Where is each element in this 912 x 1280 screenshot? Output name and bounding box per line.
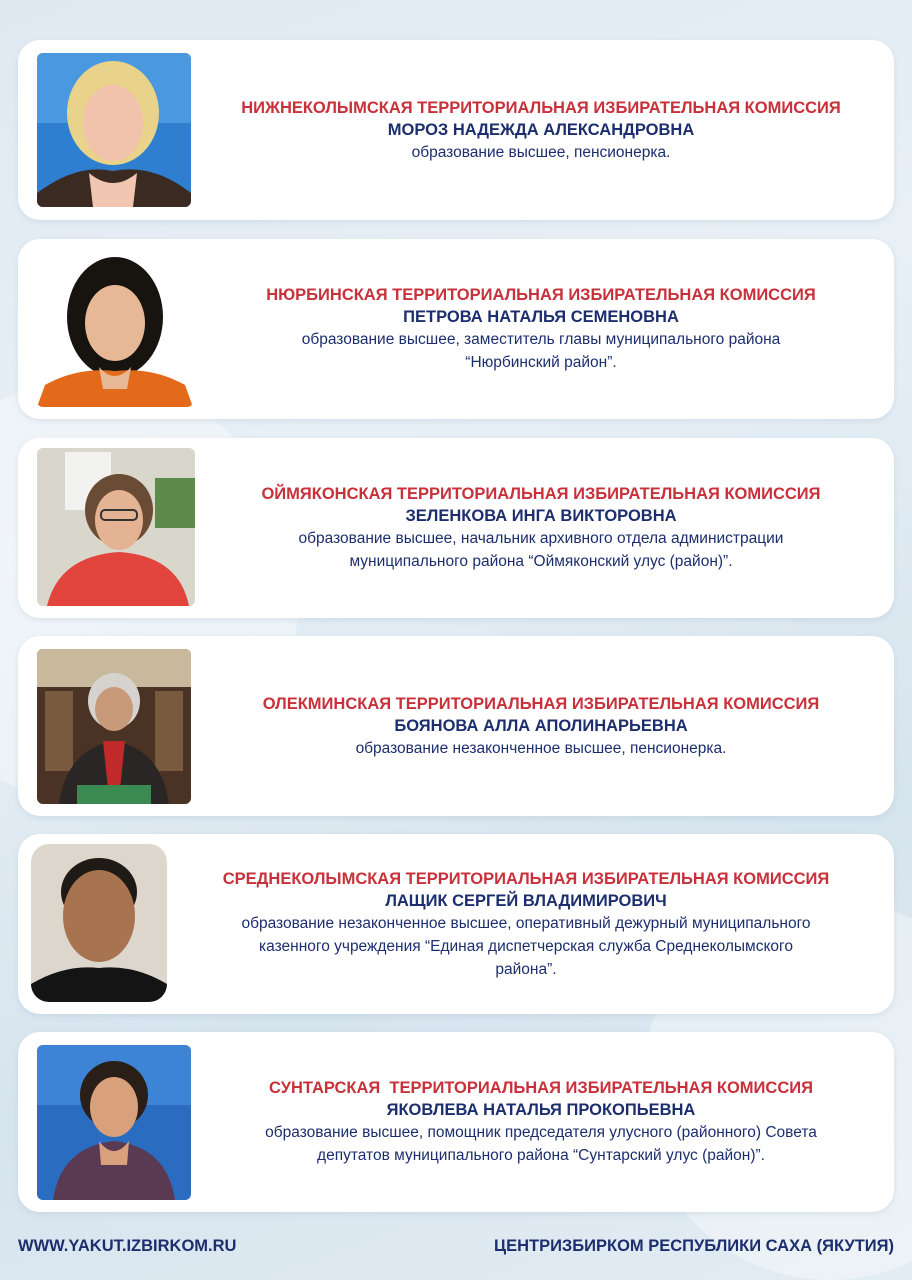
commission-title: СУНТАРСКАЯ ТЕРРИТОРИАЛЬНАЯ ИЗБИРАТЕЛЬНАЯ КОМИССИЯ [269, 1079, 813, 1097]
member-card [18, 239, 894, 419]
member-info: образование незаконченное высшее, пенсионерка. [355, 739, 727, 757]
commission-title: СРЕДНЕКОЛЫМСКАЯ ТЕРРИТОРИАЛЬНАЯ ИЗБИРАТЕЛЬНАЯ КОМИССИЯ [222, 869, 830, 888]
member-photo [37, 448, 195, 606]
commission-title: ОЙМЯКОНСКАЯ ТЕРРИТОРИАЛЬНАЯ ИЗБИРАТЕЛЬНАЯ КОМИССИЯ [261, 485, 821, 503]
member-photo [37, 649, 191, 804]
member-card [18, 636, 894, 816]
footer-organization: ЦЕНТРИЗБИРКОМ РЕСПУБЛИКИ САХА (ЯКУТИЯ) [494, 1237, 894, 1255]
member-info: образование высшее, начальник архивного отдела администрации муниципального района “Оймяконский улус (район)”. [298, 530, 784, 570]
member-photo [37, 53, 191, 207]
member-name: ЛАЩИК СЕРГЕЙ ВЛАДИМИРОВИЧ [385, 891, 667, 910]
member-card [18, 1032, 894, 1212]
footer-website: WWW.YAKUT.IZBIRKOM.RU [18, 1237, 237, 1255]
member-name: БОЯНОВА АЛЛА АПОЛИНАРЬЕВНА [394, 716, 688, 735]
commission-title: НЮРБИНСКАЯ ТЕРРИТОРИАЛЬНАЯ ИЗБИРАТЕЛЬНАЯ КОМИССИЯ [266, 286, 816, 304]
member-card [18, 834, 894, 1014]
commission-title: ОЛЕКМИНСКАЯ ТЕРРИТОРИАЛЬНАЯ ИЗБИРАТЕЛЬНАЯ КОМИССИЯ [262, 694, 820, 713]
commission-title: НИЖНЕКОЛЫМСКАЯ ТЕРРИТОРИАЛЬНАЯ ИЗБИРАТЕЛЬНАЯ КОМИССИЯ [241, 98, 841, 117]
member-info: образование высшее, заместитель главы муниципального района “Нюрбинский район”. [301, 331, 781, 371]
member-info: образование высшее, пенсионерка. [411, 143, 671, 161]
member-photo [37, 255, 193, 407]
member-info: образование высшее, помощник председателя улусного (районного) Совета депутатов муниципального района “Сунтарский улус (район)”. [265, 1124, 817, 1164]
member-photo [31, 844, 167, 1002]
member-photo [37, 1045, 191, 1200]
member-name: ПЕТРОВА НАТАЛЬЯ СЕМЕНОВНА [403, 308, 679, 326]
member-info: образование незаконченное высшее, оперативный дежурный муниципального казенного учреждения “Единая диспетчерская служба Среднеколымского района”. [241, 914, 811, 978]
member-card [18, 438, 894, 618]
member-name: ЯКОВЛЕВА НАТАЛЬЯ ПРОКОПЬЕВНА [386, 1101, 696, 1119]
member-name: ЗЕЛЕНКОВА ИНГА ВИКТОРОВНА [405, 507, 677, 525]
member-name: МОРОЗ НАДЕЖДА АЛЕКСАНДРОВНА [387, 120, 695, 139]
member-card [18, 40, 894, 220]
